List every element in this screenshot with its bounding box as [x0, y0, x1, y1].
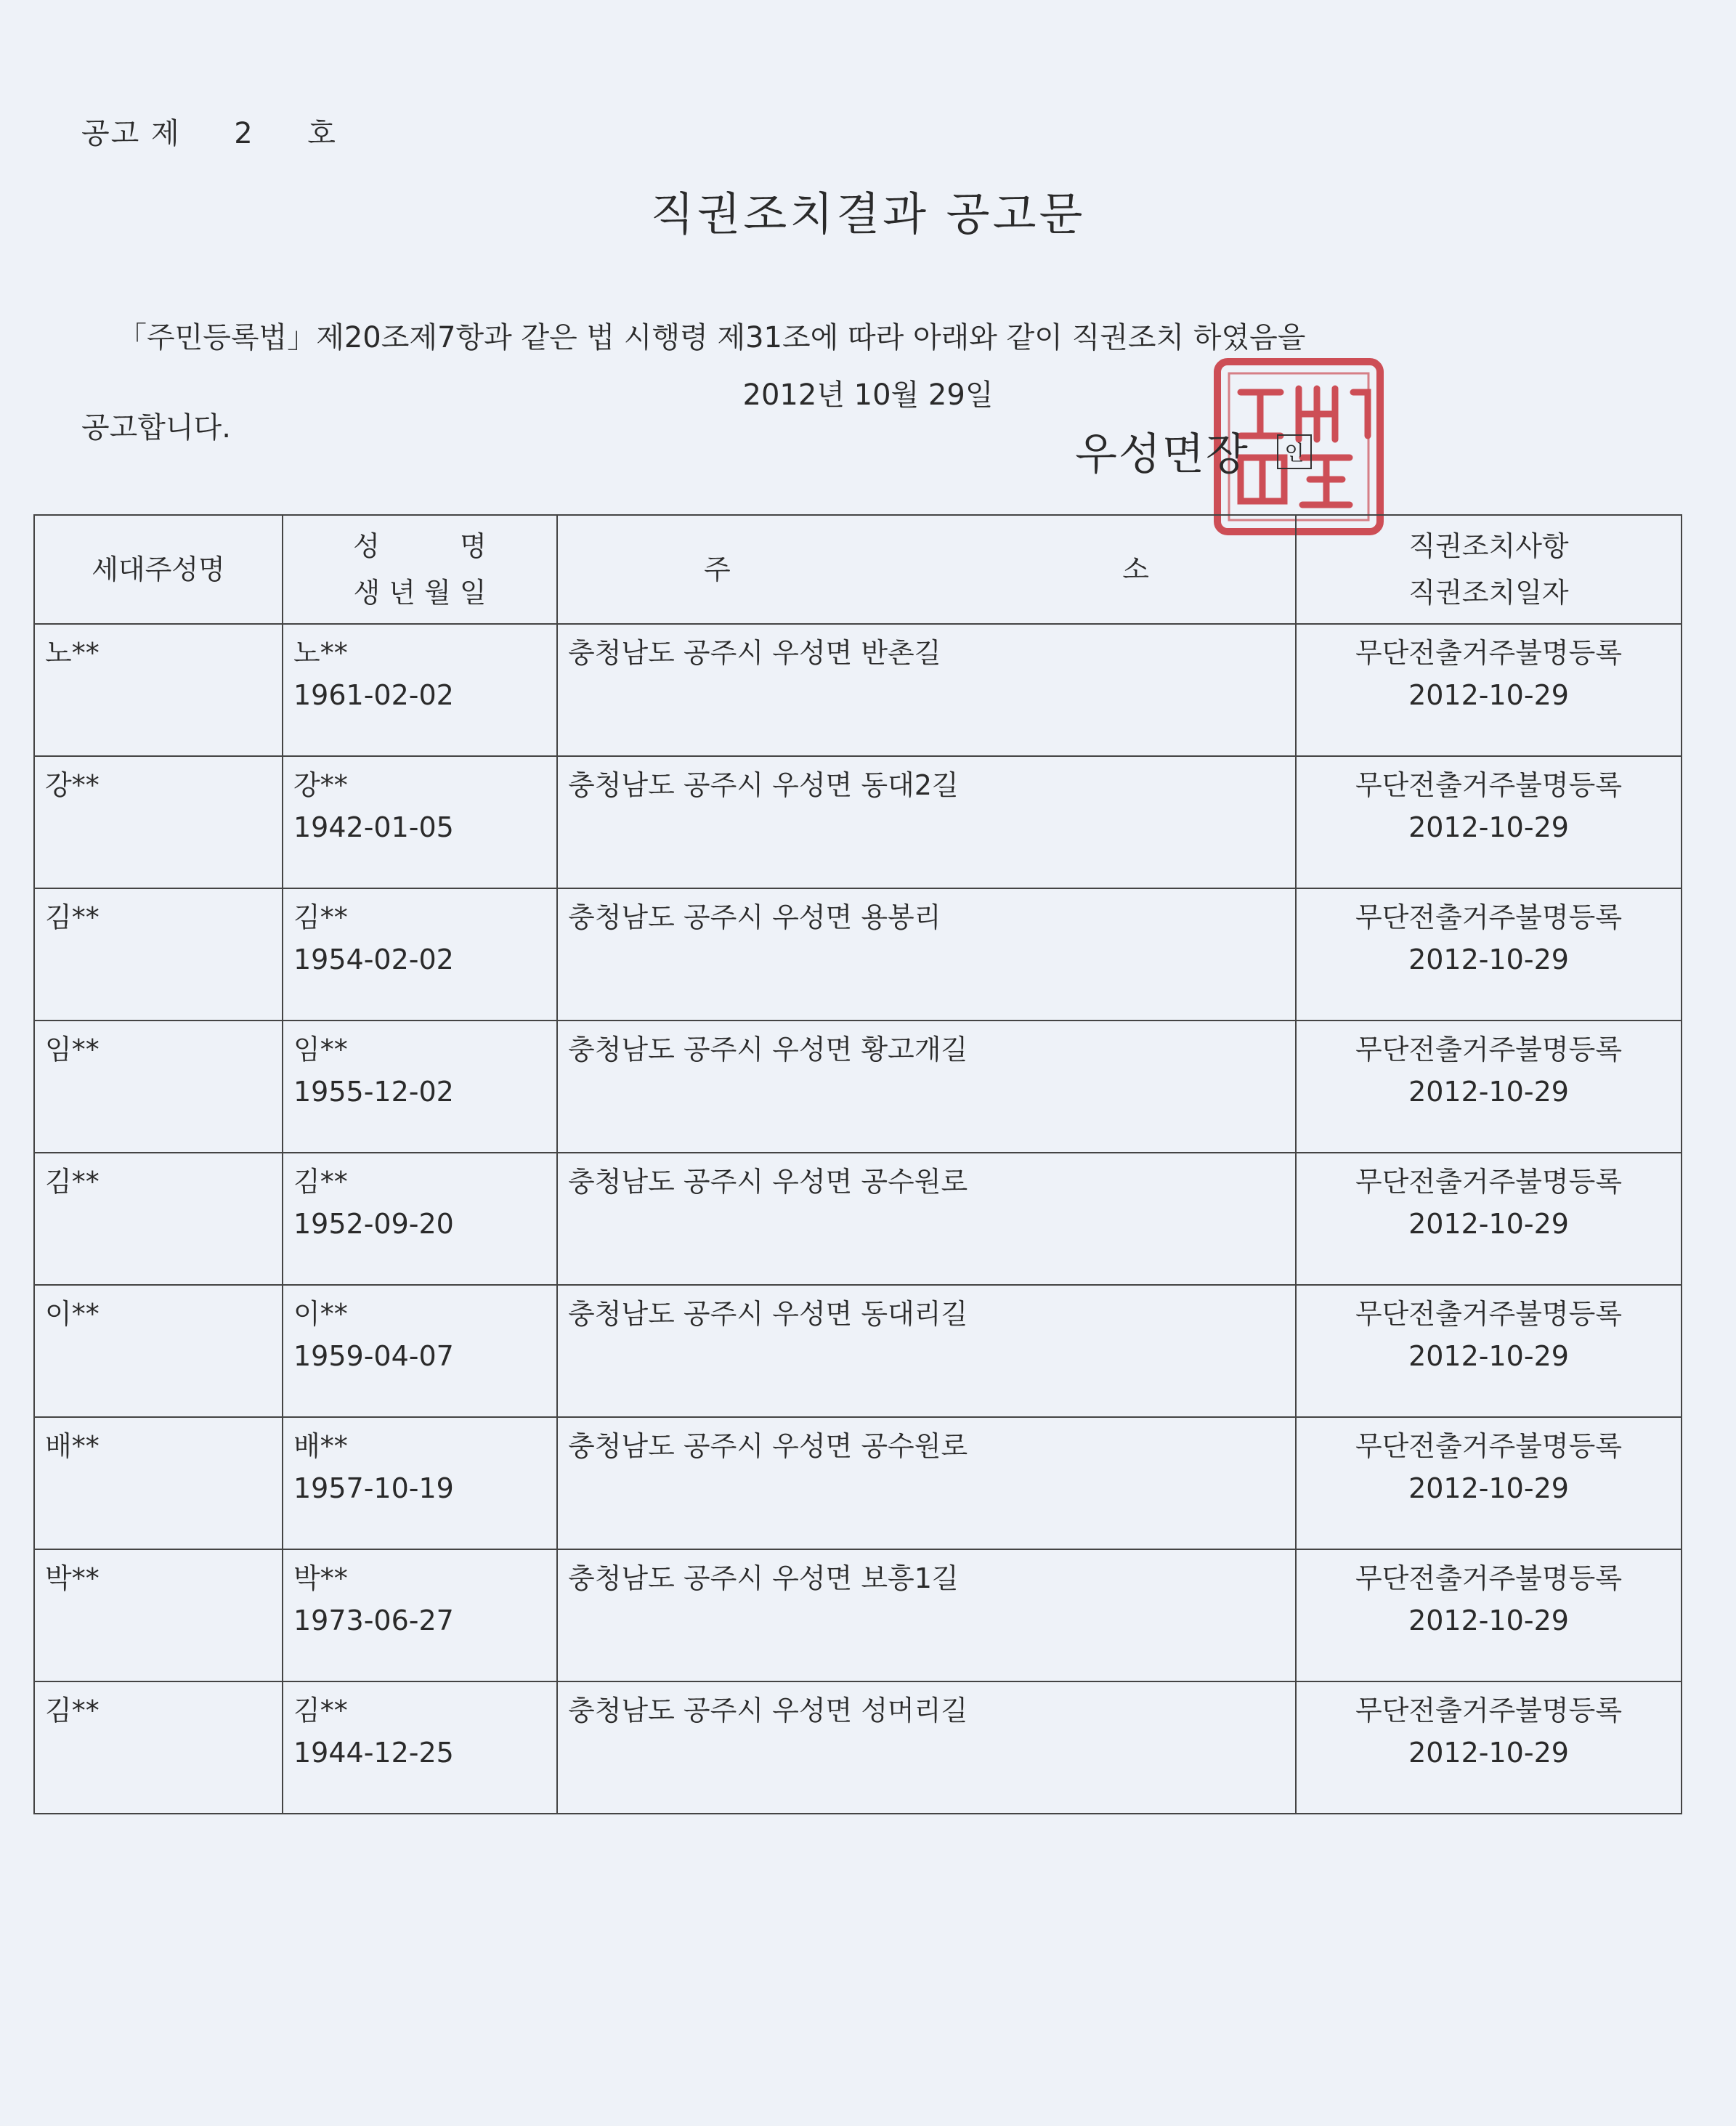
action-roster-table [33, 514, 1682, 1814]
cell-address: 충청남도 공주시 우성면 성머리길 [557, 1681, 1296, 1814]
table-row [34, 888, 1682, 1021]
header-action-date: 직권조치일자 [1408, 577, 1569, 609]
cell-householder: 김** [34, 1153, 283, 1285]
cell-name-birth [283, 1549, 557, 1681]
cell-action-date: 2012-10-29 [1408, 944, 1569, 975]
cell-name: 배** [293, 1430, 348, 1462]
cell-birth: 1944-12-25 [293, 1737, 454, 1769]
cell-name-birth [283, 1417, 557, 1549]
table-row [34, 1549, 1682, 1681]
table-row [34, 756, 1682, 888]
header-address [557, 515, 1296, 624]
notice-number: 공고 제 2 호 [81, 117, 337, 150]
cell-action-type: 무단전출거주불명등록 [1355, 1298, 1623, 1330]
cell-name: 이** [293, 1298, 348, 1330]
cell-householder: 박** [34, 1549, 283, 1681]
cell-action [1296, 624, 1682, 756]
cell-action-type: 무단전출거주불명등록 [1355, 637, 1623, 669]
header-name-a: 성 [353, 530, 380, 562]
header-birth: 생 년 월 일 [353, 577, 487, 609]
table-row [34, 1417, 1682, 1549]
cell-name: 김** [293, 901, 348, 933]
header-action [1296, 515, 1682, 624]
table-row [34, 1285, 1682, 1417]
cell-name-birth [283, 1681, 557, 1814]
table-header-row [34, 515, 1682, 624]
cell-action-date: 2012-10-29 [1408, 1076, 1569, 1108]
cell-birth: 1955-12-02 [293, 1076, 454, 1108]
cell-action-type: 무단전출거주불명등록 [1355, 1034, 1623, 1066]
cell-action [1296, 1417, 1682, 1549]
cell-action [1296, 1285, 1682, 1417]
cell-householder: 노** [34, 624, 283, 756]
cell-birth: 1942-01-05 [293, 811, 454, 843]
cell-name-birth [283, 888, 557, 1021]
cell-action-type: 무단전출거주불명등록 [1355, 1695, 1623, 1727]
header-name-birth [283, 515, 557, 624]
cell-name: 노** [293, 637, 348, 669]
cell-birth: 1957-10-19 [293, 1472, 454, 1504]
cell-address: 충청남도 공주시 우성면 동대2길 [557, 756, 1296, 888]
cell-name-birth [283, 624, 557, 756]
cell-name-birth [283, 1021, 557, 1153]
cell-address: 충청남도 공주시 우성면 보흥1길 [557, 1549, 1296, 1681]
table-row [34, 1021, 1682, 1153]
cell-action [1296, 1549, 1682, 1681]
seal-mark: 인 [1277, 434, 1312, 469]
cell-address: 충청남도 공주시 우성면 공수원로 [557, 1153, 1296, 1285]
cell-address: 충청남도 공주시 우성면 동대리길 [557, 1285, 1296, 1417]
table-row [34, 1153, 1682, 1285]
cell-address: 충청남도 공주시 우성면 황고개길 [557, 1021, 1296, 1153]
cell-birth: 1959-04-07 [293, 1340, 454, 1372]
notice-date: 2012년 10월 29일 [742, 378, 994, 412]
cell-name: 박** [293, 1562, 348, 1594]
cell-householder: 이** [34, 1285, 283, 1417]
cell-householder: 김** [34, 888, 283, 1021]
cell-birth: 1954-02-02 [293, 944, 454, 975]
cell-action-type: 무단전출거주불명등록 [1355, 901, 1623, 933]
cell-action [1296, 888, 1682, 1021]
table-row [34, 624, 1682, 756]
cell-action-date: 2012-10-29 [1408, 1604, 1569, 1636]
cell-householder: 강** [34, 756, 283, 888]
header-action-type: 직권조치사항 [1408, 530, 1569, 562]
cell-name: 김** [293, 1166, 348, 1198]
cell-birth: 1961-02-02 [293, 679, 454, 711]
header-name [284, 523, 556, 569]
header-householder: 세대주성명 [34, 515, 283, 624]
cell-name: 김** [293, 1695, 348, 1727]
cell-action [1296, 1153, 1682, 1285]
cell-name: 임** [293, 1034, 348, 1066]
cell-action-type: 무단전출거주불명등록 [1355, 1430, 1623, 1462]
cell-action-date: 2012-10-29 [1408, 1340, 1569, 1372]
cell-birth: 1952-09-20 [293, 1208, 454, 1240]
cell-name-birth [283, 756, 557, 888]
header-address-b: 소 [1122, 553, 1149, 585]
table-row [34, 1681, 1682, 1814]
cell-householder: 김** [34, 1681, 283, 1814]
cell-name-birth [283, 1153, 557, 1285]
signer-title: 우성면장 [1075, 429, 1249, 480]
cell-householder: 임** [34, 1021, 283, 1153]
notice-body-line-2: 공고합니다. [81, 411, 231, 445]
cell-action [1296, 1021, 1682, 1153]
cell-householder: 배** [34, 1417, 283, 1549]
cell-address: 충청남도 공주시 우성면 반촌길 [557, 624, 1296, 756]
cell-address: 충청남도 공주시 우성면 공수원로 [557, 1417, 1296, 1549]
cell-action-date: 2012-10-29 [1408, 811, 1569, 843]
header-address-a: 주 [704, 553, 731, 585]
cell-action-date: 2012-10-29 [1408, 1208, 1569, 1240]
header-name-b: 명 [460, 530, 487, 562]
cell-address: 충청남도 공주시 우성면 용봉리 [557, 888, 1296, 1021]
cell-action [1296, 1681, 1682, 1814]
cell-name: 강** [293, 769, 348, 801]
notice-body-line-1: 「주민등록법」제20조제7항과 같은 법 시행령 제31조에 따라 아래와 같이 직권조치 하였음을 [118, 321, 1306, 354]
cell-action-date: 2012-10-29 [1408, 1737, 1569, 1769]
cell-birth: 1973-06-27 [293, 1604, 454, 1636]
cell-action-type: 무단전출거주불명등록 [1355, 1166, 1623, 1198]
cell-action-type: 무단전출거주불명등록 [1355, 769, 1623, 801]
document-title: 직권조치결과 공고문 [650, 187, 1086, 240]
cell-action-type: 무단전출거주불명등록 [1355, 1562, 1623, 1594]
cell-action [1296, 756, 1682, 888]
cell-action-date: 2012-10-29 [1408, 679, 1569, 711]
cell-name-birth [283, 1285, 557, 1417]
cell-action-date: 2012-10-29 [1408, 1472, 1569, 1504]
